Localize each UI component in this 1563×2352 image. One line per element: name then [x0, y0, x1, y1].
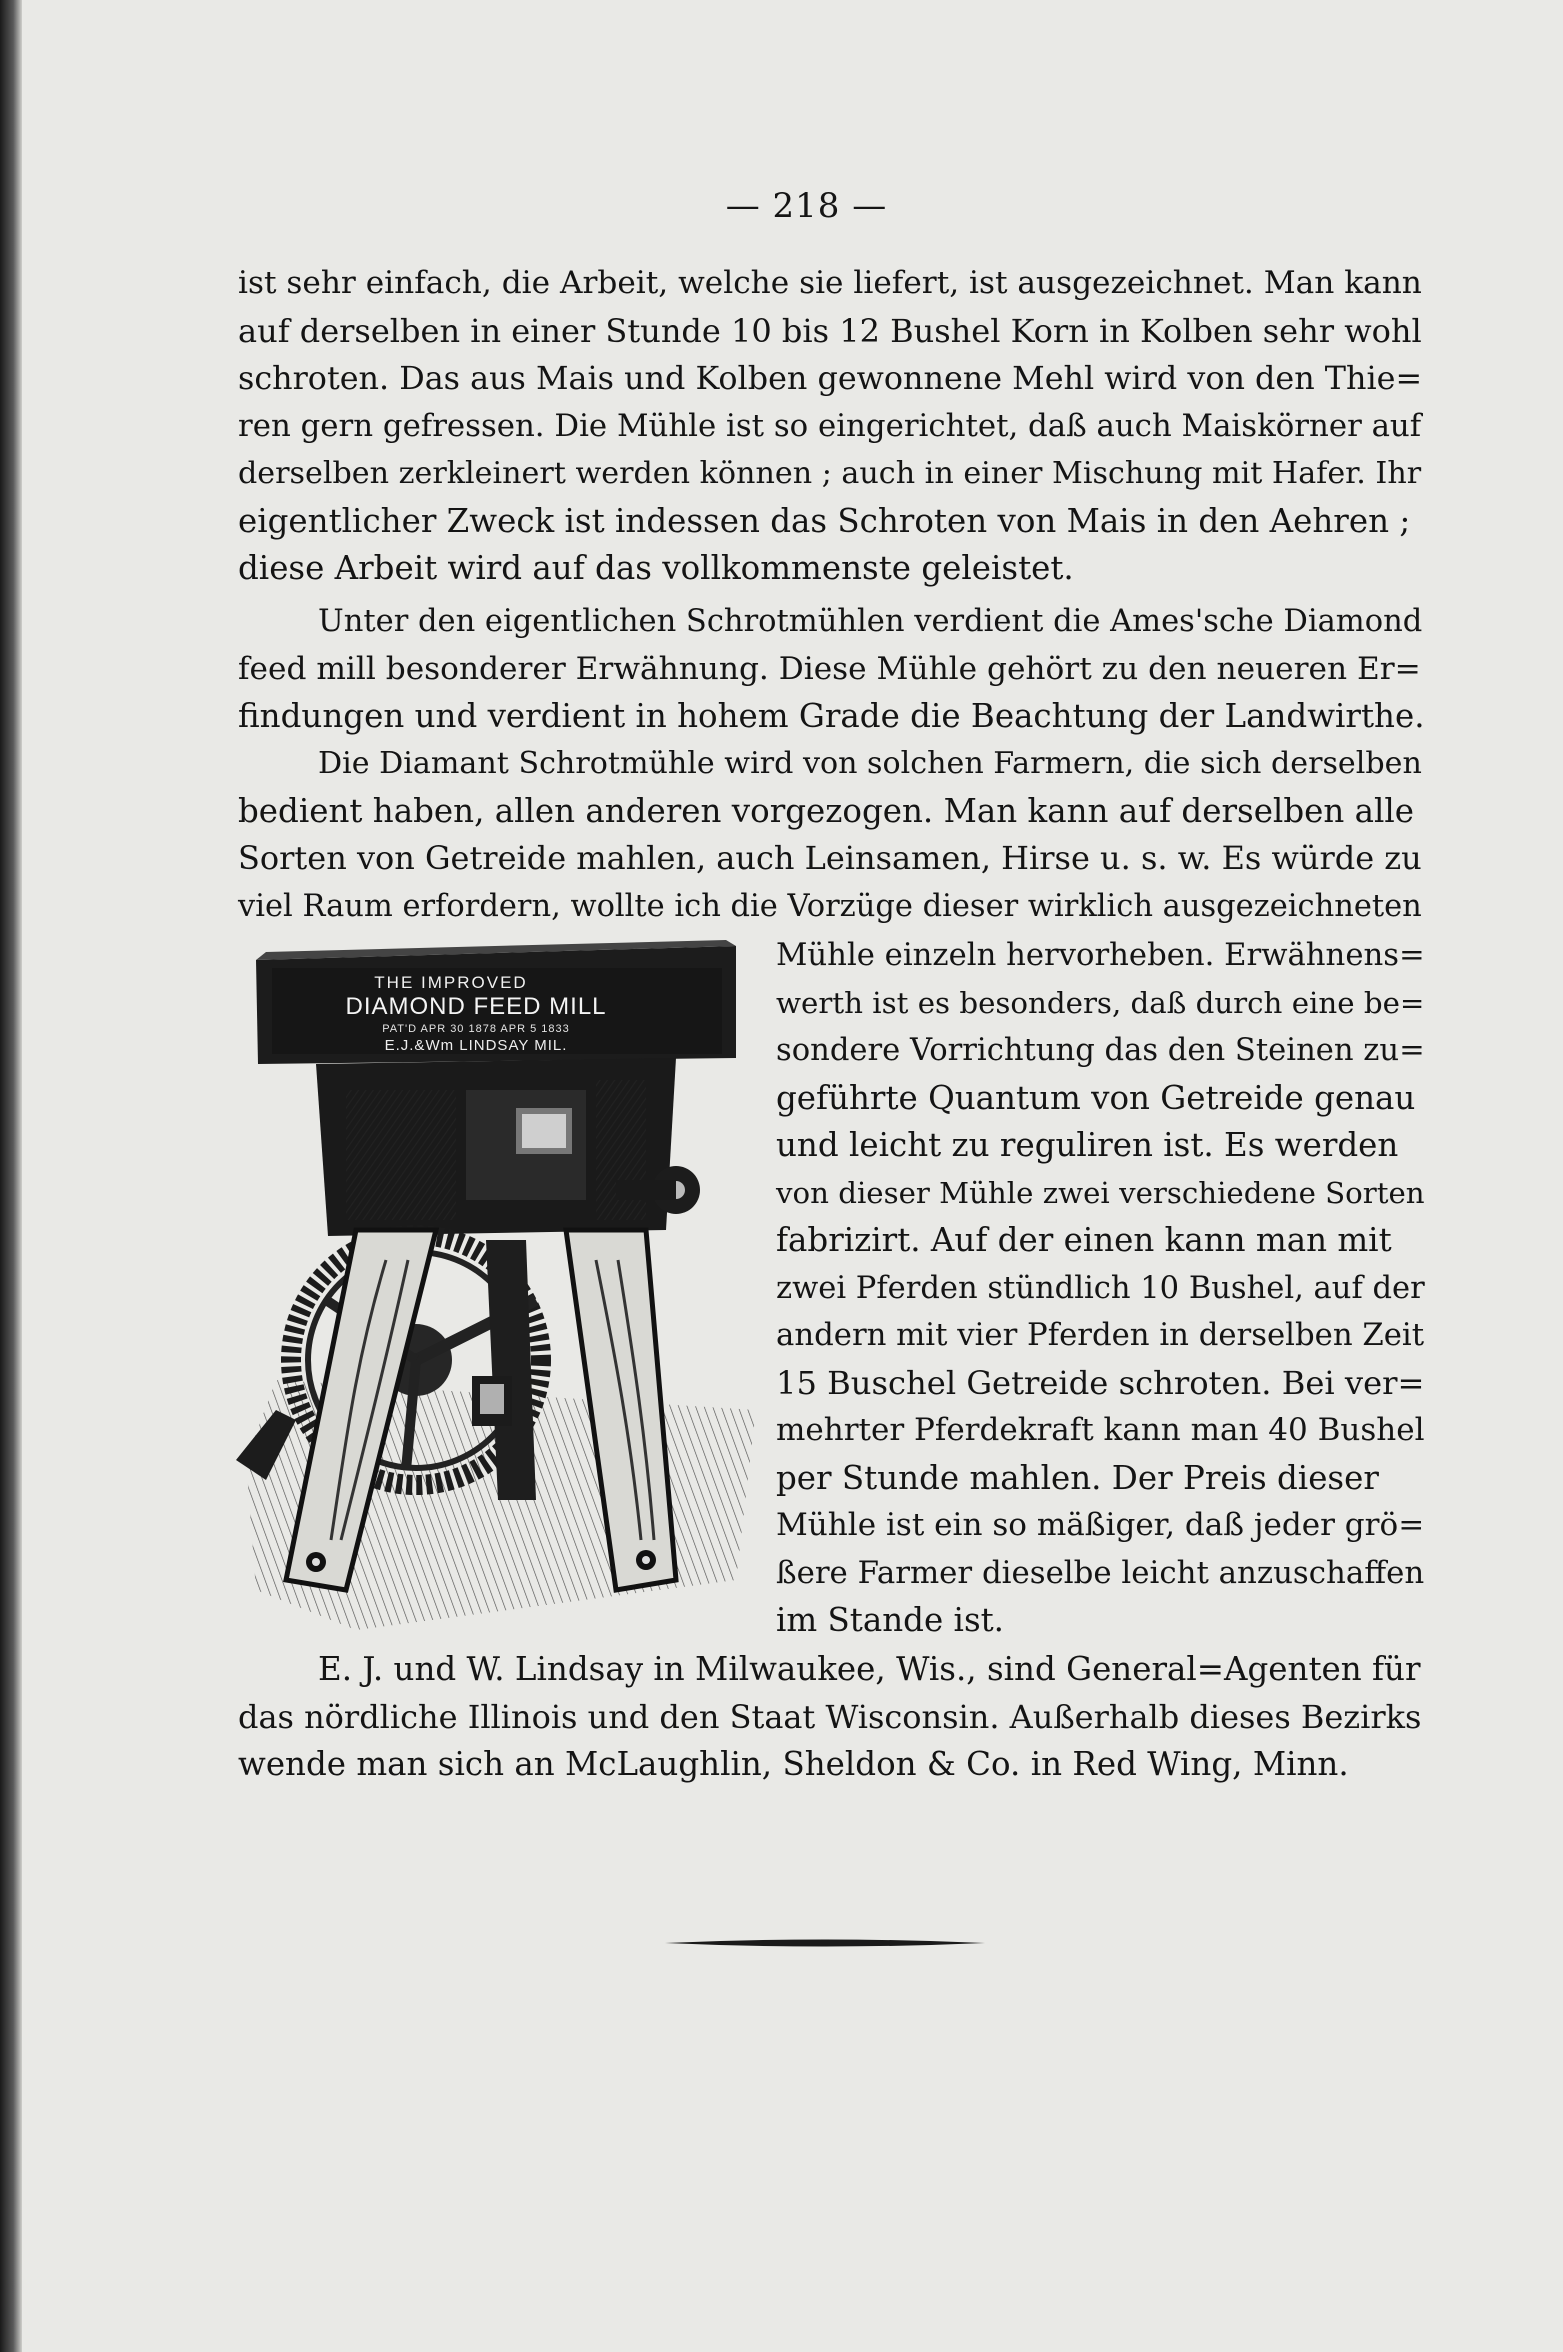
paragraph-4 — [238, 1646, 1428, 1789]
text-line: geführte Quantum von Getreide genau — [776, 1078, 1416, 1117]
text-line: Sorten von Getreide mahlen, auch Leinsamen, Hirse u. s. w. Es würde zu — [238, 839, 1422, 877]
text-line: per Stunde mahlen. Der Preis dieser — [776, 1458, 1379, 1497]
text-line: findungen und verdient in hohem Grade die Beachtung der Landwirthe. — [238, 697, 1425, 735]
sign-text-line-3: PAT'D APR 30 1878 APR 5 1833 — [382, 1023, 570, 1035]
text-line: ren gern gefressen. Die Mühle ist so eingerichtet, daß auch Maiskörner auf — [238, 407, 1422, 444]
text-line: von dieser Mühle zwei verschiedene Sorten — [776, 1175, 1425, 1210]
text-line: ist sehr einfach, die Arbeit, welche sie liefert, ist ausgezeichnet. Man kann — [238, 265, 1422, 301]
text-line: fabrizirt. Auf der einen kann man mit — [776, 1221, 1392, 1259]
paragraph-2 — [238, 598, 1428, 741]
text-line: werth ist es besonders, daß durch eine be= — [776, 985, 1425, 1020]
text-line: zwei Pferden stündlich 10 Bushel, auf der — [776, 1270, 1425, 1306]
text-line: mehrter Pferdekraft kann man 40 Bushel — [776, 1412, 1425, 1448]
text-line: Die Diamant Schrotmühle wird von solchen Farmern, die sich derselben — [318, 746, 1422, 781]
text-line: ßere Farmer dieselbe leicht anzuschaffen — [776, 1554, 1425, 1591]
text-line: Unter den eigentlichen Schrotmühlen verdient die Ames'sche Diamond — [318, 604, 1423, 639]
text-line: andern mit vier Pferden in derselben Zeit — [776, 1317, 1425, 1353]
text-line: derselben zerkleinert werden können ; auch in einer Mischung mit Hafer. Ihr — [238, 456, 1422, 491]
text-line: viel Raum erfordern, wollte ich die Vorzüge dieser wirklich ausgezeichneten — [238, 888, 1422, 924]
text-line: 15 Buschel Getreide schroten. Bei ver= — [776, 1363, 1425, 1402]
text-line: bedient haben, allen anderen vorgezogen. Man kann auf derselben alle — [238, 791, 1415, 830]
text-line: feed mill besonderer Erwähnung. Diese Mühle gehört zu den neueren Er= — [238, 650, 1421, 687]
paragraph-3 — [238, 740, 1428, 930]
text-line: schroten. Das aus Mais und Kolben gewonnene Mehl wird von den Thie= — [238, 360, 1423, 397]
mill-illustration — [236, 940, 756, 1630]
text-line: wende man sich an McLaughlin, Sheldon & Co. in Red Wing, Minn. — [238, 1745, 1349, 1783]
text-line: sondere Vorrichtung das den Steinen zu= — [776, 1033, 1425, 1068]
decorative-rule — [665, 1936, 985, 1950]
text-line: und leicht zu reguliren ist. Es werden — [776, 1126, 1399, 1164]
paragraph-1 — [238, 260, 1428, 593]
text-line: E. J. und W. Lindsay in Milwaukee, Wis., sind General=Agenten für — [318, 1650, 1421, 1688]
text-line: diese Arbeit wird auf das vollkommenste geleistet. — [238, 549, 1074, 587]
sign-text-line-2: DIAMOND FEED MILL — [345, 993, 607, 1020]
page-number: — 218 — — [725, 186, 888, 226]
sign-text-line-1: THE IMPROVED — [374, 973, 528, 992]
sign-text-line-4: E.J.&Wm LINDSAY MIL. — [384, 1037, 568, 1054]
text-line: eigentlicher Zweck ist indessen das Schroten von Mais in den Aehren ; — [238, 501, 1411, 540]
binding-edge — [0, 0, 22, 2352]
text-line: Mühle einzeln hervorheben. Erwähnens= — [776, 938, 1425, 973]
paragraph-3-side — [776, 932, 1428, 1645]
text-line: das nördliche Illinois und den Staat Wisconsin. Außerhalb dieses Bezirks — [238, 1697, 1422, 1736]
text-line: auf derselben in einer Stunde 10 bis 12 Bushel Korn in Kolben sehr wohl — [238, 311, 1422, 350]
text-line: Mühle ist ein so mäßiger, daß jeder grö= — [776, 1507, 1425, 1543]
text-line: im Stande ist. — [776, 1601, 1005, 1639]
